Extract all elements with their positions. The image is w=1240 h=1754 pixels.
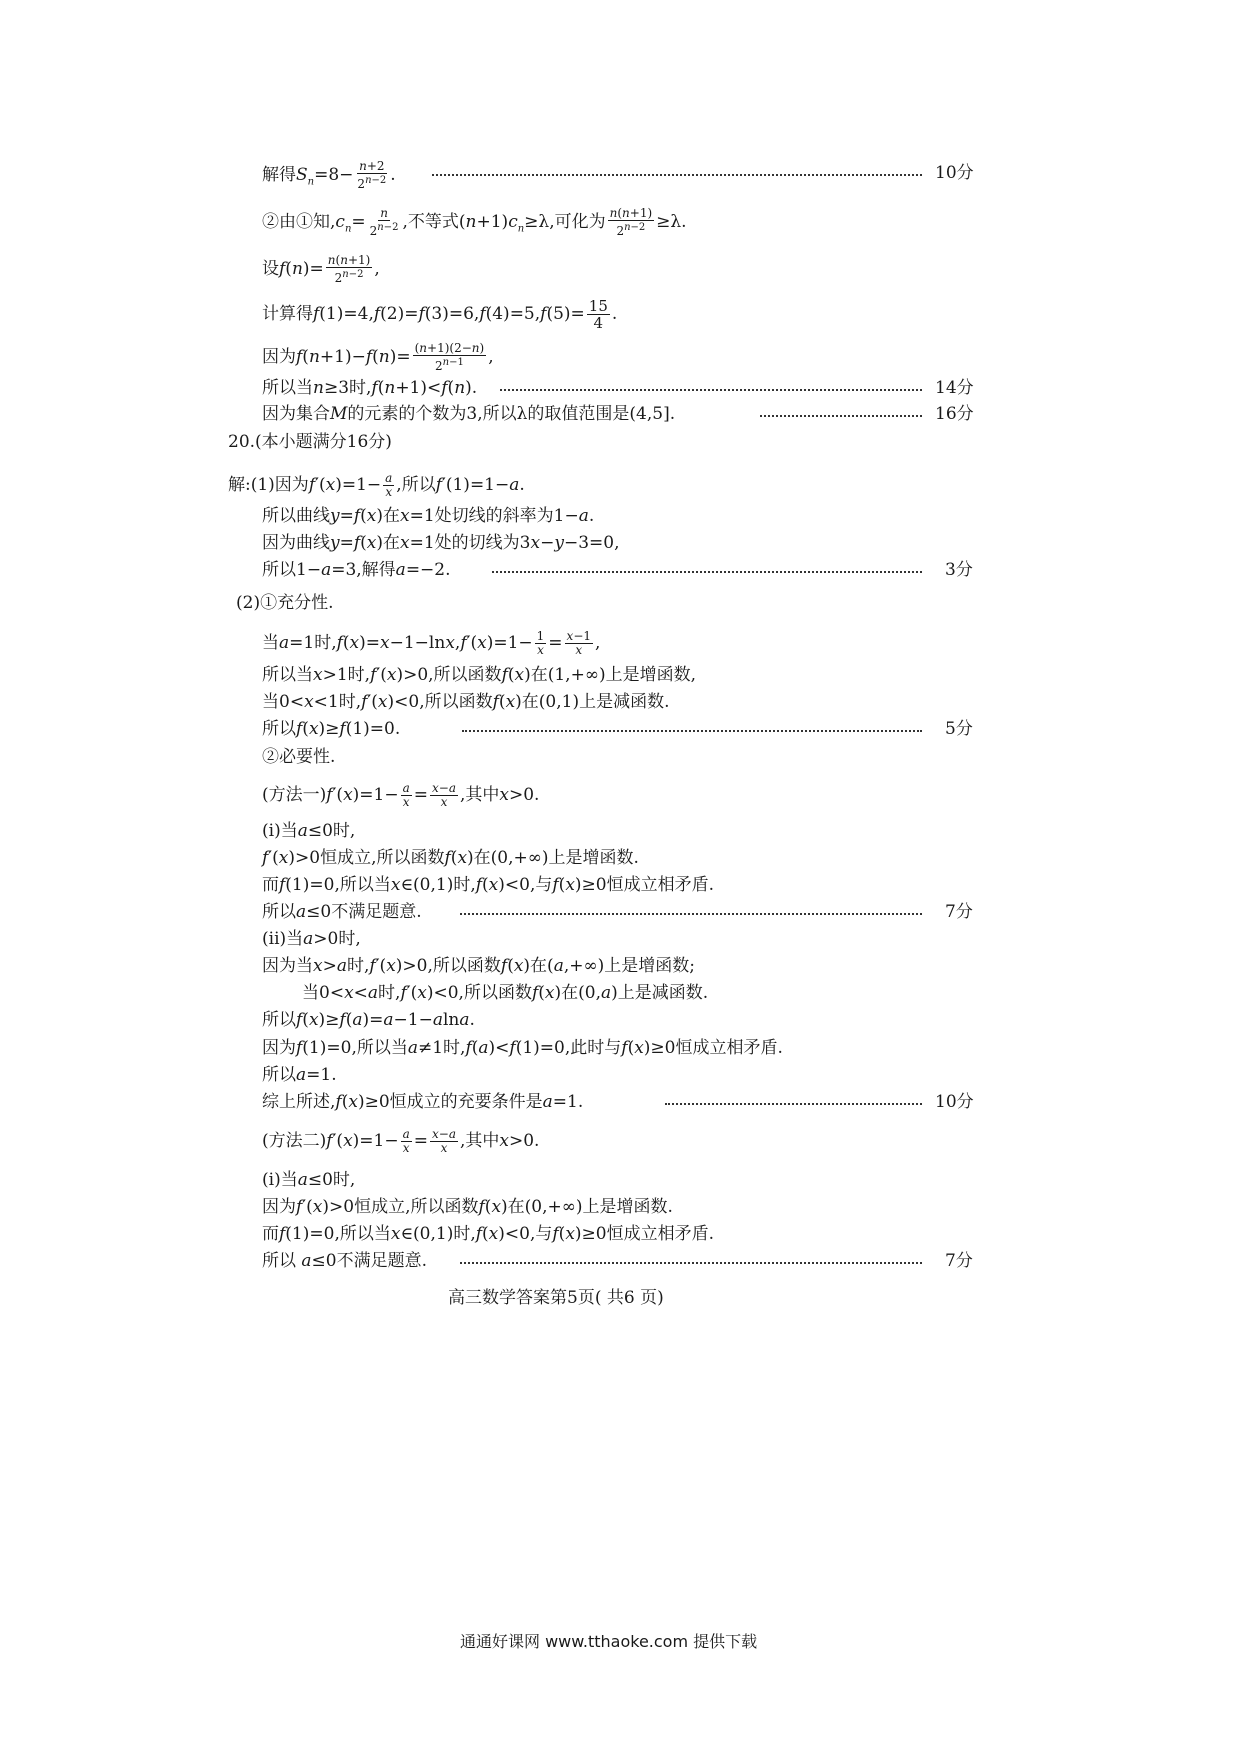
- line-slope: 所以曲线y=f(x)在x=1处切线的斜率为1−a.: [262, 506, 595, 526]
- score-label: 7分: [945, 902, 973, 922]
- line-min-at-a: 所以f(x)≥f(a)=a−1−alna.: [262, 1010, 475, 1030]
- problem-heading: 20.(本小题满分16分): [228, 432, 392, 452]
- line-decreasing-a: 当0<x<a时,f′(x)<0,所以函数f(x)在(0,a)上是减函数.: [302, 983, 709, 1003]
- site-credit: 通通好课网 www.tthaoke.com 提供下载: [460, 1632, 758, 1651]
- score-label: 5分: [945, 719, 973, 739]
- case-a-positive: (ii)当a>0时,: [262, 929, 361, 949]
- line-method-two: (方法二)f′(x)=1− $\frac{a}{x}$ = $\frac{x-a}{x}$ ,其中x>0.: [262, 1127, 540, 1155]
- score-label: 3分: [945, 560, 973, 580]
- page-footer: 高三数学答案第5页( 共6 页): [448, 1288, 664, 1308]
- line-method-one: (方法一)f′(x)=1− $\frac{a}{x}$ = $\frac{x-a}{x}$ ,其中x>0.: [262, 781, 540, 809]
- dot-leader: [760, 415, 922, 417]
- line-lambda-range: 因为集合M的元素的个数为3,所以λ的取值范围是(4,5].: [262, 404, 676, 424]
- line-solve-a: 所以1−a=3,解得a=−2.: [262, 560, 451, 580]
- line-increasing: 所以当x>1时,f′(x)>0,所以函数f(x)在(1,+∞)上是增函数,: [262, 665, 697, 685]
- line-contradiction-2: 而f(1)=0,所以当x∈(0,1)时,f(x)<0,与f(x)≥0恒成立相矛盾.: [262, 1224, 715, 1244]
- case-a-nonpositive-2: (i)当a≤0时,: [262, 1170, 356, 1190]
- case-a-nonpositive: (i)当a≤0时,: [262, 821, 356, 841]
- line-decreasing: 所以当n≥3时,f(n+1)<f(n).: [262, 378, 478, 398]
- dot-leader: [460, 1262, 922, 1264]
- line-compute-values: 计算得f(1)=4,f(2)=f(3)=6,f(4)=5,f(5)= $\frac{15}{4}$ .: [262, 297, 618, 332]
- line-conclusion: 综上所述,f(x)≥0恒成立的充要条件是a=1.: [262, 1092, 584, 1112]
- section-necessity: ②必要性.: [262, 747, 336, 767]
- line-increasing-a: 因为当x>a时,f′(x)>0,所以函数f(x)在(a,+∞)上是增函数;: [262, 956, 695, 976]
- line-solve-sn: 解得$S_n=8-$ $\frac{n+2}{2^{n-2}}$ .: [262, 159, 396, 191]
- score-label: 14分: [935, 378, 974, 398]
- line-tangent: 因为曲线y=f(x)在x=1处的切线为3x−y−3=0,: [262, 533, 620, 553]
- line-a-equals-one: 当a=1时,f(x)=x−1−lnx,f′(x)=1− $\frac{1}{x}$ = $\frac{x-1}{x}$ ,: [262, 629, 601, 657]
- score-label: 7分: [945, 1251, 973, 1271]
- dot-leader: [460, 913, 922, 915]
- dot-leader: [492, 571, 922, 573]
- line-not-satisfy-2: 所以 a≤0不满足题意.: [262, 1251, 428, 1271]
- line-difference: 因为f(n+1)−f(n)= $\frac{(n+1)(2-n)}{2^{n-1}}$ ,: [262, 341, 494, 373]
- line-always-positive: f′(x)>0恒成立,所以函数f(x)在(0,+∞)上是增函数.: [262, 848, 639, 868]
- line-min-value: 所以f(x)≥f(1)=0.: [262, 719, 401, 739]
- dot-leader: [500, 389, 922, 391]
- line-decreasing-interval: 当0<x<1时,f′(x)<0,所以函数f(x)在(0,1)上是减函数.: [262, 692, 670, 712]
- line-a-not-one: 因为f(1)=0,所以当a≠1时,f(a)<f(1)=0,此时与f(x)≥0恒成立相矛盾.: [262, 1038, 783, 1058]
- score-label: 16分: [935, 404, 974, 424]
- line-a-equals-one-result: 所以a=1.: [262, 1065, 337, 1085]
- dot-leader: [665, 1103, 922, 1105]
- score-label: 10分: [935, 163, 974, 183]
- line-by-part-one: ②由①知$,c_n=$ $\frac{n}{2^{n-2}}$ ,不等式$(n+1)c_n\ge\lambda$,可化为 $\frac{n(n+1)}{2^{n-2}}$ ≥λ.: [262, 206, 687, 238]
- line-not-satisfy: 所以a≤0不满足题意.: [262, 902, 422, 922]
- score-label: 10分: [935, 1092, 974, 1112]
- dot-leader: [462, 730, 922, 732]
- line-always-positive-2: 因为f′(x)>0恒成立,所以函数f(x)在(0,+∞)上是增函数.: [262, 1197, 673, 1217]
- line-derivative: 解:(1)因为f′(x)=1− $\frac{a}{x}$ ,所以f′(1)=1−a.: [228, 471, 525, 499]
- section-sufficiency: (2)①充分性.: [236, 593, 334, 613]
- line-contradiction: 而f(1)=0,所以当x∈(0,1)时,f(x)<0,与f(x)≥0恒成立相矛盾.: [262, 875, 715, 895]
- line-define-fn: 设f(n)= $\frac{n(n+1)}{2^{n-2}}$ ,: [262, 253, 380, 285]
- dot-leader: [432, 174, 922, 176]
